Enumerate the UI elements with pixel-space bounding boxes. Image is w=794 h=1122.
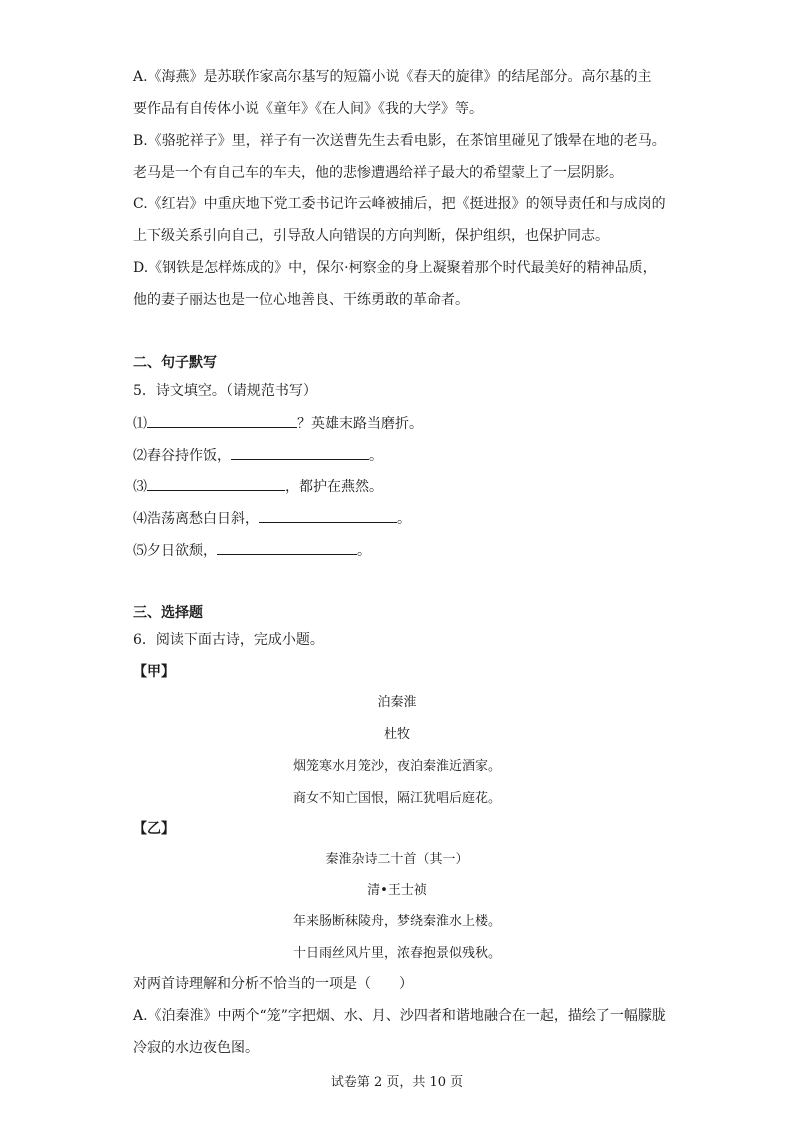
answer-blank[interactable]: [231, 445, 369, 460]
fill-item-before: 浩荡离愁白日斜，: [147, 511, 259, 527]
fill-item-after: 。: [369, 448, 383, 464]
poem1-title: 泊秦淮: [377, 695, 417, 710]
fill-item-num: ⑶: [133, 479, 147, 495]
fill-item-before: 舂谷持作饭，: [147, 448, 231, 464]
fill-item-after: 。: [357, 543, 371, 559]
poem1-line1: 烟笼寒水月笼沙，夜泊秦淮近酒家。: [292, 759, 501, 774]
question5-stem: 5．诗文填空。（请规范书写）: [133, 383, 317, 399]
poem2-title: 秦淮杂诗二十首（其一）: [325, 852, 469, 867]
fill-item-2: [133, 445, 383, 466]
fill-item-before: 夕日欲颓，: [147, 543, 217, 559]
page-footer: 试卷第 2 页，共 10 页: [330, 1075, 464, 1090]
poem-yi-label: 【乙】: [133, 821, 175, 837]
answer-blank[interactable]: [259, 508, 397, 523]
question6-prompt: 对两首诗理解和分析不恰当的一项是（ ）: [133, 976, 413, 992]
poem1-author: 杜牧: [383, 727, 410, 742]
option-d-line1: D.《钢铁是怎样炼成的》中，保尔·柯察金的身上凝聚着那个时代最美好的精神品质，: [133, 260, 657, 276]
option-b-line1: B.《骆驼祥子》里，祥子有一次送曹先生去看电影，在茶馆里碰见了饿晕在地的老马。: [133, 133, 666, 149]
poem-jia-label: 【甲】: [133, 664, 175, 680]
option-d-line2: 他的妻子丽达也是一位心地善良、干练勇敢的革命者。: [133, 292, 469, 308]
option-c-line1: C.《红岩》中重庆地下党工委书记许云峰被捕后，把《挺进报》的领导责任和与成岗的: [133, 196, 666, 212]
fill-item-after: ？英雄末路当磨折。: [297, 416, 423, 432]
fill-item-after: ，都护在燕然。: [285, 479, 383, 495]
option-c-line2: 上下级关系引向自己，引导敌人向错误的方向判断，保护组织，也保护同志。: [133, 228, 609, 244]
poem2-line1: 年来肠断秣陵舟，梦绕秦淮水上楼。: [292, 914, 501, 929]
fill-item-4: [133, 508, 411, 529]
answer-blank[interactable]: [147, 476, 285, 491]
poem2-author: 清•王士祯: [367, 883, 427, 898]
option-a-line2: 要作品有自传体小说《童年》《在人间》《我的大学》等。: [133, 101, 483, 117]
q6-option-a-line2: 冷寂的水边夜色图。: [133, 1040, 259, 1056]
section2-title: 二、句子默写: [133, 355, 217, 371]
fill-item-num: ⑸: [133, 543, 147, 559]
section3-title: 三、选择题: [133, 605, 203, 621]
fill-item-num: ⑴: [133, 416, 147, 432]
fill-item-after: 。: [397, 511, 411, 527]
fill-item-1: [133, 413, 423, 434]
question6-stem: 6．阅读下面古诗，完成小题。: [133, 632, 324, 648]
fill-item-3: [133, 476, 383, 497]
option-b-line2: 老马是一个有自己车的车夫，他的悲惨遭遇给祥子最大的希望蒙上了一层阴影。: [133, 165, 623, 181]
answer-blank[interactable]: [217, 540, 357, 555]
poem1-line2: 商女不知亡国恨，隔江犹唱后庭花。: [292, 791, 501, 806]
fill-item-num: ⑷: [133, 511, 147, 527]
fill-item-5: [133, 540, 371, 561]
q6-option-a-line1: A.《泊秦淮》中两个“笼”字把烟、水、月、沙四者和谐地融合在一起，描绘了一幅朦胧: [133, 1008, 666, 1024]
poem2-line2: 十日雨丝风片里，浓春抱景似残秋。: [292, 946, 501, 961]
option-a-line1: A.《海燕》是苏联作家高尔基写的短篇小说《春天的旋律》的结尾部分。高尔基的主: [133, 69, 652, 85]
answer-blank[interactable]: [147, 413, 297, 428]
fill-item-num: ⑵: [133, 448, 147, 464]
